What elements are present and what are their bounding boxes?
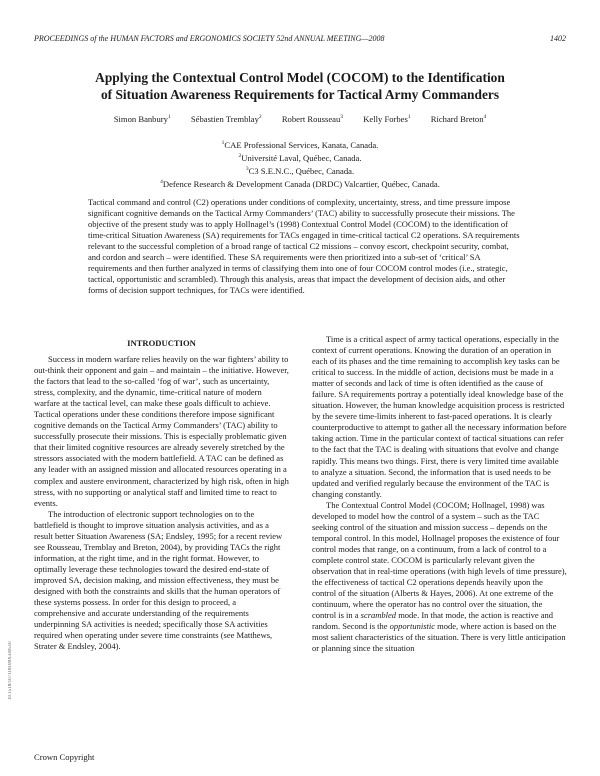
affiliation: $^1$CAE Professional Services, Kanata, Canada. <box>221 139 379 150</box>
journal-name: PROCEEDINGS of the HUMAN FACTORS and ERGONOMICS SOCIETY 52nd ANNUAL MEETING—2008 <box>34 34 385 43</box>
affiliation: $^3$C3 S.E.N.C., Québec, Canada. <box>245 165 355 176</box>
section-heading-introduction: INTRODUCTION <box>127 338 196 348</box>
abstract: Tactical command and control (C2) operations under conditions of complexity, uncertainty, stress, and time pressure impose significant cognitive demands on the Tactical Army Commanders’ (TAC) ability to successfully prosecute their missions. The objective of the present study was to apply Hollnagel’s (1998) Contextual Control Model (COCOM) to the identification of time-critical Situation Awareness (SA) requirements for TACs engaged in time-critical tactical C2 operations. SA requirements relevant to the successful completion of a broad range of tactical C2 missions – convoy escort, checkpoint security, combat, and cordon and search – were identified. These SA requirements were then prioritized into a sub-set of ‘critical’ SA requirements and then further analyzed in terms of classifying them into one of four COCOM control modes (i.e., strategic, tactical, opportunistic and scrambled). Through this analysis, areas that impact the development of decision aids, and other forms of decision support techniques, for TACs were identified. <box>88 197 520 296</box>
title-line-2: of Situation Awareness Requirements for Tactical Army Commanders <box>100 86 500 102</box>
footer-copyright: Crown Copyright <box>34 752 95 762</box>
author: Richard Breton$^4$ <box>430 114 487 124</box>
doi-sidebar: 10.1518/107118108X330510 <box>8 641 13 700</box>
title-line-1: Applying the Contextual Control Model (COCOM) to the Identification <box>95 70 505 85</box>
affiliation: $^2$Université Laval, Québec, Canada. <box>238 152 362 163</box>
author: Kelly Forbes$^1$ <box>363 114 411 124</box>
running-header <box>34 34 566 43</box>
author: Sébastien Tremblay$^2$ <box>190 114 262 124</box>
paragraph: The Contextual Control Model (COCOM; Hollnagel, 1998) was developed to model how the control of a system – such as the TAC seeking control of the situation and mission success – depends on the temporal control. In this model, Hollnagel proposes the existence of four control modes that range, on a continuum, from a lack of control to a complete control state. COCOM is particularly relevant given the observation that in real-time operations (with high levels of time pressure), the effectiveness of tactical C2 operations depends heavily upon the control of the situation (Alberts & Hayes, 2006). At one extreme of the continuum, where the operator has no control over the situation, the control is in a scrambled mode. In that mode, the action is reactive and random. Second is the opportunistic mode, where action is based on the most salient characteristics of the situation. There is very little anticipation or planning since the situation <box>312 499 567 654</box>
paragraph: The introduction of electronic support technologies on to the battlefield is thought to improve situation analysis activities, and as a result better Situation Awareness (SA; Endsley, 1995; for a recent review see Rousseau, Tremblay and Breton, 2004), by providing TACs the right information, at the right time, and in the right format. However, to optimally leverage these technologies toward the desired end-state of improved SA, decision making, and mission effectiveness, they must be designed with both the constraints and skills that the human operators of these systems possess. In order for this design to proceed, a comprehensive and accurate understanding of the requirements underpinning SA activities is needed; specifically those SA activities required when operating under severe time constraints (see Matthews, Strater & Endsley, 2004). <box>34 508 283 652</box>
author-list <box>60 114 540 124</box>
affiliation-list <box>60 138 540 190</box>
author: Simon Banbury$^1$ <box>113 114 171 124</box>
author: Robert Rousseau$^3$ <box>281 114 344 124</box>
page-number: 1402 <box>550 34 566 43</box>
column-left <box>34 354 289 652</box>
column-right <box>312 334 567 654</box>
paragraph: Success in modern warfare relies heavily on the war fighters’ ability to out-think their opponent and gain – and maintain – the initiative. However, the factors that lead to the so-called ‘fog of war’, such as uncertainty, stress, complexity, and the dynamic, time-critical nature of modern warfare at the tactical level, can make these goals difficult to achieve. Tactical operations under these conditions therefore impose significant cognitive demands on the Tactical Army Commanders’ (TAC) ability to successfully prosecute their missions. This is especially problematic given that their limited cognitive resources are already severely stretched by the stressors associated with the modern battlefield. A TAC can be defined as any leader with an assigned mission and allocated resources operating in a complex and austere environment, characterized by high risk, often in high stress, with no supporting or analytical staff and limited time to react to events. <box>34 354 289 508</box>
paragraph: Time is a critical aspect of army tactical operations, especially in the context of current operations. Knowing the duration of an operation in each of its phases and the time remaining to accomplish key tasks can be critical to success. In the middle of action, decisions must be made in a matter of seconds and lack of time is often identified as the cause of failure. SA requirements portray a potentially ideal knowledge base of the situation. However, the human knowledge acquisition process is restricted by the severe time-limits inherent to fast-paced operations. It is clearly counterproductive to attempt to gather all the necessary information before taking action. Time in the particular context of tactical situations can refer to the fact that the TAC is dealing with situations that evolve and change rapidly. This means two things. First, there is very limited time available to analyze a situation. Second, the information that is used needs to be updated and verified regularly because the environment of the TAC is changing constantly. <box>312 334 567 499</box>
affiliation: $^4$Defence Research & Development Canada (DRDC) Valcartier, Québec, Canada. <box>160 179 440 190</box>
paper-title <box>60 70 540 103</box>
